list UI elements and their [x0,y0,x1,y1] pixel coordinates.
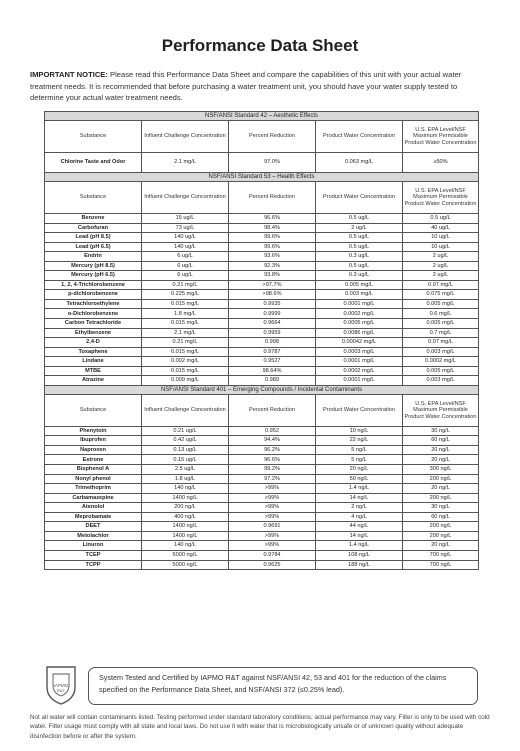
substance-cell: 2,4-D [45,338,142,348]
substance-cell: Carbon Tetrachloride [45,319,142,329]
value-cell: 20 ng/L [403,541,479,551]
value-cell: 0.003 mg/L [316,290,403,300]
value-cell: 96.6% [229,214,316,224]
table-row [45,366,479,376]
table-row [45,290,479,300]
column-header: Substance [45,182,142,214]
substance-cell: TCPP [45,560,142,570]
section-title: NSF/ANSI Standard 401 – Emerging Compounds / Incidental Contaminants [45,385,479,394]
notice-label: IMPORTANT NOTICE: [30,70,108,79]
value-cell: 1.4 ng/L [316,541,403,551]
value-cell: 0.009 mg/L [142,376,229,386]
value-cell: 0.5 ug/L [316,214,403,224]
value-cell: 50 ng/L [316,474,403,484]
value-cell: 0.005 mg/L [403,319,479,329]
value-cell: 0.9959 [229,328,316,338]
substance-cell: Trimethoprim [45,484,142,494]
value-cell: 0.9691 [229,522,316,532]
table-row [45,560,479,570]
page-title: Performance Data Sheet [161,36,359,55]
column-header-row [45,394,479,426]
value-cell: 188 ng/L [316,560,403,570]
value-cell: 20 ng/L [316,465,403,475]
substance-cell: DEET [45,522,142,532]
value-cell: 2 ug/L [316,223,403,233]
table-row [45,280,479,290]
value-cell: >99% [229,484,316,494]
table-row [45,474,479,484]
value-cell: 0.998 [229,338,316,348]
substance-cell: Lead (pH 6.5) [45,242,142,252]
table-row [45,271,479,281]
substance-cell: Naproxen [45,445,142,455]
substance-cell: Atrazine [45,376,142,386]
value-cell: 0.005 mg/L [403,366,479,376]
value-cell: 0.3 ug/L [316,252,403,262]
substance-cell: Chlorine Taste and Odor [45,153,142,173]
value-cell: 0.0002 mg/L [316,309,403,319]
value-cell: 0.0005 mg/L [316,319,403,329]
value-cell: >99% [229,493,316,503]
value-cell: 0.07 mg/L [403,338,479,348]
value-cell: 0.015 mg/L [142,366,229,376]
notice-text: Please read this Performance Data Sheet and compare the capabilities of this unit with your actual water treatment needs. It is recommended that before purchasing a water treatment unit, you should have your water supply tested to determine your actual water treatment needs. [30,70,462,102]
value-cell: 6 ug/L [142,261,229,271]
value-cell: 0.015 mg/L [142,299,229,309]
value-cell: 1400 ng/L [142,493,229,503]
value-cell: 0.225 mg/L [142,290,229,300]
column-header: Percent Reduction [229,121,316,153]
table-row [45,233,479,243]
value-cell: 0.989 [229,376,316,386]
value-cell: 0.9664 [229,319,316,329]
value-cell: 0.13 ug/L [142,445,229,455]
column-header: U.S. EPA Level/NSF Maximum Permissible Product Water Concentration [403,121,479,153]
value-cell: 0.005 mg/L [316,280,403,290]
substance-cell: 1, 2, 4-Trichlorobenzene [45,280,142,290]
value-cell: 1400 ng/L [142,531,229,541]
table-row [45,426,479,436]
section-title: NSF/ANSI Standard 42 – Aesthetic Effects [45,112,479,121]
footer-disclaimer: Not all water will contain contaminants listed. Testing performed under standard laboratory conditions; actual performance may vary. Filter is only to be used with cold water. Filter usage must comply with all state and local laws. Do not use it with water that is microbiologically unsafe or of unknown quality without adequate disinfection before or after the system. [30,714,490,740]
table-row [45,531,479,541]
table-row [45,153,479,173]
value-cell: 5000 ng/L [142,560,229,570]
value-cell: 94.4% [229,436,316,446]
table-row [45,493,479,503]
table-row [45,309,479,319]
value-cell: 10 ug/L [403,242,479,252]
value-cell: 0.075 mg/L [403,290,479,300]
table-row [45,541,479,551]
column-header: Substance [45,121,142,153]
substance-cell: Toxaphene [45,347,142,357]
value-cell: 2 ug/L [403,261,479,271]
svg-text:IAPMO: IAPMO [53,683,69,688]
column-header: Influent Challenge Concentration [142,394,229,426]
substance-cell: Meprobamate [45,512,142,522]
certification-box: System Tested and Certified by IAPMO R&T against NSF/ANSI 42, 53 and 401 for the reduction of the claims specified on the Performance Data Sheet, and NSF/ANSI 372 (≤0.25% lead). [88,667,478,705]
section-header-row [45,385,479,394]
table-row [45,319,479,329]
value-cell: 2 ug/L [403,252,479,262]
value-cell: 0.9999 [229,309,316,319]
value-cell: 0.0002 mg/L [403,357,479,367]
column-header: Product Water Concentration [316,394,403,426]
value-cell: 0.5 ug/L [316,233,403,243]
value-cell: 200 ng/L [403,522,479,532]
value-cell: 2.5 ug/L [142,465,229,475]
table-row [45,503,479,513]
value-cell: 97.2% [229,474,316,484]
substance-cell: Carbofuran [45,223,142,233]
value-cell: 400 ng/L [142,512,229,522]
value-cell: 0.9787 [229,347,316,357]
value-cell: 0.002 mg/L [142,357,229,367]
value-cell: 10 ng/L [316,426,403,436]
value-cell: 10 ug/L [403,233,479,243]
value-cell: 96.6% [229,455,316,465]
table-row [45,299,479,309]
value-cell: 0.6 mg/L [403,309,479,319]
value-cell: 22 ng/L [316,436,403,446]
table-row [45,347,479,357]
table-row [45,223,479,233]
value-cell: 5000 ng/L [142,550,229,560]
value-cell: >99% [229,503,316,513]
table-row [45,376,479,386]
value-cell: 0.9625 [229,560,316,570]
value-cell: ≥50% [403,153,479,173]
column-header: Substance [45,394,142,426]
value-cell: 97.0% [229,153,316,173]
value-cell: 200 ng/L [403,474,479,484]
value-cell: 200 ng/L [403,493,479,503]
table-row [45,550,479,560]
value-cell: 0.9784 [229,550,316,560]
important-notice [30,69,492,104]
value-cell: 5 ng/L [316,445,403,455]
substance-cell: Lindane [45,357,142,367]
table-row [45,455,479,465]
value-cell: 700 ng/L [403,550,479,560]
value-cell: 2 ng/L [316,503,403,513]
substance-cell: Linuron [45,541,142,551]
substance-cell: Atenolol [45,503,142,513]
value-cell: 15 ug/L [142,214,229,224]
column-header: Product Water Concentration [316,182,403,214]
column-header-row [45,121,479,153]
substance-cell: Ibuprofen [45,436,142,446]
substance-cell: Carbamazepine [45,493,142,503]
value-cell: 300 ng/L [403,465,479,475]
value-cell: 0.21 mg/L [142,280,229,290]
value-cell: 93.8% [229,271,316,281]
value-cell: 0.005 mg/L [403,299,479,309]
value-cell: 0.3 ug/L [316,271,403,281]
substance-cell: Nonyl phenol [45,474,142,484]
value-cell: 0.0001 mg/L [316,357,403,367]
table-row [45,465,479,475]
table-row [45,436,479,446]
column-header: Influent Challenge Concentration [142,121,229,153]
value-cell: 30 ng/L [403,503,479,513]
substance-cell: Phenytoin [45,426,142,436]
value-cell: 2.1 mg/L [142,153,229,173]
value-cell: 0.9527 [229,357,316,367]
value-cell: >99% [229,531,316,541]
value-cell: 0.0001 mg/L [316,299,403,309]
value-cell: 0.0001 mg/L [316,376,403,386]
value-cell: >98.6% [229,290,316,300]
value-cell: 0.5 ug/L [316,242,403,252]
value-cell: 1.4 ng/L [316,484,403,494]
value-cell: 14 ng/L [316,531,403,541]
value-cell: >97.7% [229,280,316,290]
value-cell: 0.5 ug/L [316,261,403,271]
table-row [45,214,479,224]
substance-cell: Estrone [45,455,142,465]
value-cell: 0.21 ug/L [142,426,229,436]
column-header-row [45,182,479,214]
value-cell: 20 ng/L [403,484,479,494]
value-cell: 700 ng/L [403,560,479,570]
value-cell: 99.6% [229,233,316,243]
value-cell: 6 ug/L [142,252,229,262]
value-cell: 200 ng/L [142,503,229,513]
column-header: Product Water Concentration [316,121,403,153]
value-cell: 98.4% [229,223,316,233]
value-cell: 73 ug/L [142,223,229,233]
value-cell: 4 ng/L [316,512,403,522]
value-cell: 0.15 ug/L [142,455,229,465]
value-cell: 92.3% [229,261,316,271]
value-cell: 93.6% [229,252,316,262]
value-cell: 1.8 mg/L [142,309,229,319]
value-cell: 0.0086 mg/L [316,328,403,338]
column-header: U.S. EPA Level/NSF Maximum Permissible Product Water Concentration [403,394,479,426]
value-cell: 140 ug/L [142,233,229,243]
value-cell: 0.0003 mg/L [316,347,403,357]
substance-cell: p-dichlorobenzene [45,290,142,300]
section-header-row [45,112,479,121]
value-cell: 2.1 mg/L [142,328,229,338]
substance-cell: MTBE [45,366,142,376]
column-header: Percent Reduction [229,182,316,214]
table-row [45,338,479,348]
value-cell: 60 ng/L [403,436,479,446]
svg-text:R&T: R&T [57,688,65,693]
value-cell: 0.003 mg/L [403,376,479,386]
value-cell: 44 ng/L [316,522,403,532]
value-cell: 140 ng/L [142,484,229,494]
substance-cell: Bisphenol A [45,465,142,475]
value-cell: 108 ng/L [316,550,403,560]
value-cell: 0.9935 [229,299,316,309]
substance-cell: TCEP [45,550,142,560]
value-cell: 140 ng/L [142,541,229,551]
value-cell: 0.015 mg/L [142,319,229,329]
substance-cell: Ethylbenzene [45,328,142,338]
value-cell: 2 ug/L [403,271,479,281]
value-cell: 0.003 mg/L [403,347,479,357]
value-cell: 0.015 mg/L [142,347,229,357]
performance-table [44,111,479,570]
column-header: U.S. EPA Level/NSF Maximum Permissible Product Water Concentration [403,182,479,214]
value-cell: 6 ug/L [142,271,229,281]
value-cell: 0.5 ug/L [403,214,479,224]
substance-cell: Mercury (pH 6.5) [45,271,142,281]
substance-cell: Benzene [45,214,142,224]
substance-cell: Endrin [45,252,142,262]
table-row [45,328,479,338]
value-cell: 40 ug/L [403,223,479,233]
value-cell: 1.8 ug/L [142,474,229,484]
table-row [45,512,479,522]
value-cell: >99% [229,541,316,551]
value-cell: 0.42 ug/L [142,436,229,446]
value-cell: 98.64% [229,366,316,376]
section-title: NSF/ANSI Standard 53 – Health Effects [45,173,479,182]
value-cell: 60 ng/L [403,512,479,522]
table-row [45,522,479,532]
table-row [45,445,479,455]
value-cell: 5 ng/L [316,455,403,465]
value-cell: 96.2% [229,445,316,455]
value-cell: 99.2% [229,465,316,475]
table-row [45,261,479,271]
iapmo-logo [44,665,78,705]
substance-cell: o-Dichlorobenzene [45,309,142,319]
table-row [45,484,479,494]
value-cell: 0.00042 mg/L [316,338,403,348]
table-row [45,252,479,262]
value-cell: 99.6% [229,242,316,252]
value-cell: >99% [229,512,316,522]
substance-cell: Lead (pH 8.5) [45,233,142,243]
column-header: Percent Reduction [229,394,316,426]
section-header-row [45,173,479,182]
value-cell: 30 ng/L [403,426,479,436]
value-cell: 0.07 mg/L [403,280,479,290]
value-cell: 20 ng/L [403,455,479,465]
column-header: Influent Challenge Concentration [142,182,229,214]
value-cell: 0.063 mg/L [316,153,403,173]
value-cell: 14 ng/L [316,493,403,503]
value-cell: 140 ug/L [142,242,229,252]
value-cell: 0.7 mg/L [403,328,479,338]
value-cell: 0.0002 mg/L [316,366,403,376]
value-cell: 0.21 mg/L [142,338,229,348]
substance-cell: Tetrachloroethylene [45,299,142,309]
value-cell: 1400 ng/L [142,522,229,532]
value-cell: 20 ng/L [403,445,479,455]
table-row [45,242,479,252]
value-cell: 0.952 [229,426,316,436]
substance-cell: Metolachlor [45,531,142,541]
table-row [45,357,479,367]
value-cell: 200 ng/L [403,531,479,541]
substance-cell: Mercury (pH 8.5) [45,261,142,271]
